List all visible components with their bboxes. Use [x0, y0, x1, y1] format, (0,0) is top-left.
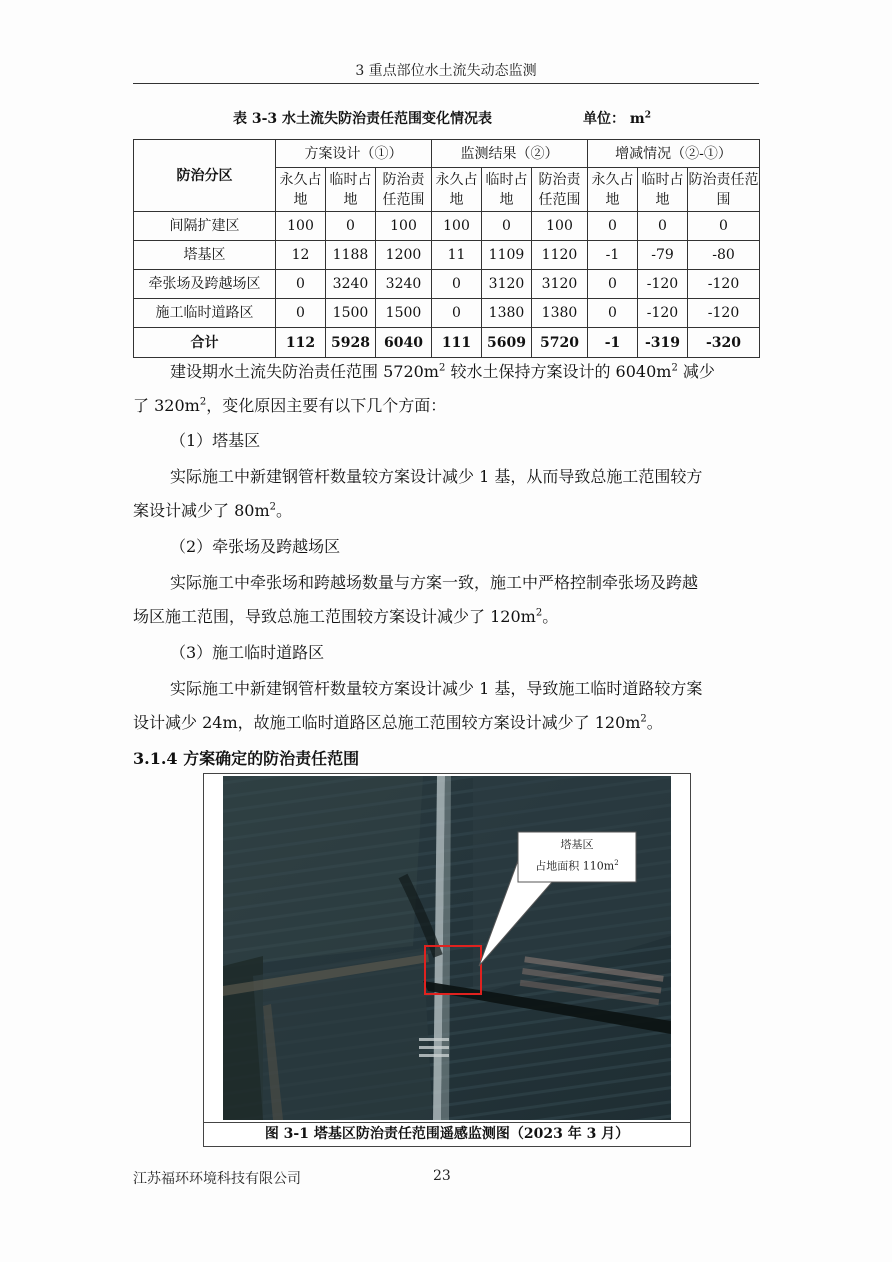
- total-cell: 5928: [326, 328, 376, 358]
- value-cell: 1120: [532, 241, 588, 270]
- value-cell: 0: [326, 212, 376, 241]
- value-cell: -80: [688, 241, 760, 270]
- subheader: 临时占地: [638, 168, 688, 212]
- total-cell: -319: [638, 328, 688, 358]
- subheader: 永久占地: [588, 168, 638, 212]
- callout-line-2: 占地面积 $110m^2$: [535, 859, 619, 873]
- summary-paragraph: [133, 355, 759, 423]
- value-cell: 0: [432, 299, 482, 328]
- table-row: [134, 299, 760, 328]
- value-cell: 0: [638, 212, 688, 241]
- subheader: 临时占地: [482, 168, 532, 212]
- value-cell: 1188: [326, 241, 376, 270]
- table-row: [134, 241, 760, 270]
- value-cell: -120: [638, 299, 688, 328]
- total-cell: 111: [432, 328, 482, 358]
- table-unit: 单位： $m^2$: [583, 110, 651, 127]
- value-cell: 0: [588, 212, 638, 241]
- value-cell: 1109: [482, 241, 532, 270]
- table-row: [134, 212, 760, 241]
- footer-company: 江苏福环环境科技有限公司: [133, 1171, 301, 1187]
- callout-label: [518, 836, 636, 876]
- value-cell: 100: [432, 212, 482, 241]
- total-label-cell: 合计: [134, 328, 276, 358]
- value-cell: -120: [688, 270, 760, 299]
- item-paragraph-1: 实际施工中新建钢管杆数量较方案设计减少 1 基，从而导致总施工范围较方 案设计减少了 $80m^2$。: [133, 460, 759, 528]
- value-cell: 1200: [376, 241, 432, 270]
- value-cell: 1380: [532, 299, 588, 328]
- subheader: 临时占地: [326, 168, 376, 212]
- value-cell: -79: [638, 241, 688, 270]
- value-cell: 0: [276, 299, 326, 328]
- total-cell: 5720: [532, 328, 588, 358]
- group-header-design: 方案设计（①）: [276, 140, 432, 168]
- value-cell: 0: [588, 270, 638, 299]
- value-cell: 0: [588, 299, 638, 328]
- running-header: 3 重点部位水土流失动态监测: [355, 63, 537, 79]
- callout-line-1: 塔基区: [560, 838, 594, 851]
- page-number: 23: [433, 1168, 451, 1184]
- item-paragraph-2: 实际施工中牵张场和跨越场数量与方案一致，施工中严格控制牵张场及跨越 场区施工范围，导致总施工范围较方案设计减少了 $120m^2$。: [133, 566, 759, 634]
- value-cell: 0: [688, 212, 760, 241]
- section-heading: 3.1.4 方案确定的防治责任范围: [133, 749, 360, 768]
- text-line: 案设计减少了 $80m^2$。: [133, 501, 293, 520]
- value-cell: -1: [588, 241, 638, 270]
- zone-column-header: 防治分区: [134, 140, 276, 212]
- item-heading-3: （3）施工临时道路区: [170, 643, 325, 662]
- zone-cell: 间隔扩建区: [134, 212, 276, 241]
- text-line: 场区施工范围，导致总施工范围较方案设计减少了 $120m^2$。: [133, 607, 559, 626]
- total-cell: 112: [276, 328, 326, 358]
- value-cell: 100: [376, 212, 432, 241]
- value-cell: 1380: [482, 299, 532, 328]
- value-cell: 1500: [326, 299, 376, 328]
- subheader: 防治责任范围: [532, 168, 588, 212]
- value-cell: 100: [532, 212, 588, 241]
- table-row: [134, 270, 760, 299]
- value-cell: 3120: [532, 270, 588, 299]
- total-cell: 5609: [482, 328, 532, 358]
- value-cell: 1500: [376, 299, 432, 328]
- item-paragraph-3: 实际施工中新建钢管杆数量较方案设计减少 1 基，导致施工临时道路较方案 设计减少 24m，故施工临时道路区总施工范围较方案设计减少了 $120m^2$。: [133, 672, 759, 740]
- value-cell: 3240: [326, 270, 376, 299]
- responsibility-range-table: [133, 139, 760, 358]
- figure: [203, 773, 691, 1147]
- subheader: 防治责任范围: [688, 168, 760, 212]
- value-cell: 0: [482, 212, 532, 241]
- value-cell: 0: [432, 270, 482, 299]
- item-heading-2: （2）牵张场及跨越场区: [170, 537, 341, 556]
- total-cell: -1: [588, 328, 638, 358]
- zone-cell: 牵张场及跨越场区: [134, 270, 276, 299]
- text-line: 建设期水土流失防治责任范围 $5720m^2$ 较水土保持方案设计的 $6040m^2$ 减少: [170, 362, 715, 381]
- value-cell: 100: [276, 212, 326, 241]
- value-cell: 0: [276, 270, 326, 299]
- item-heading-1: （1）塔基区: [170, 431, 261, 450]
- figure-caption: 图 3-1 塔基区防治责任范围遥感监测图（2023 年 3 月）: [204, 1122, 690, 1147]
- satellite-image: [223, 776, 671, 1120]
- subheader: 永久占地: [432, 168, 482, 212]
- zone-cell: 塔基区: [134, 241, 276, 270]
- table-total-row: [134, 328, 760, 358]
- subheader: 防治责任范围: [376, 168, 432, 212]
- total-cell: -320: [688, 328, 760, 358]
- header-rule: [133, 83, 759, 84]
- value-cell: -120: [688, 299, 760, 328]
- group-header-change: 增减情况（②-①）: [588, 140, 760, 168]
- table-title: 表 3-3 水土流失防治责任范围变化情况表: [233, 111, 493, 127]
- value-cell: 11: [432, 241, 482, 270]
- value-cell: -120: [638, 270, 688, 299]
- group-header-monitoring: 监测结果（②）: [432, 140, 588, 168]
- subheader: 永久占地: [276, 168, 326, 212]
- zone-cell: 施工临时道路区: [134, 299, 276, 328]
- value-cell: 12: [276, 241, 326, 270]
- text-line: 了 $320m^2$，变化原因主要有以下几个方面：: [133, 396, 447, 415]
- value-cell: 3120: [482, 270, 532, 299]
- value-cell: 3240: [376, 270, 432, 299]
- total-cell: 6040: [376, 328, 432, 358]
- text-line: 设计减少 24m，故施工临时道路区总施工范围较方案设计减少了 $120m^2$。: [133, 713, 663, 732]
